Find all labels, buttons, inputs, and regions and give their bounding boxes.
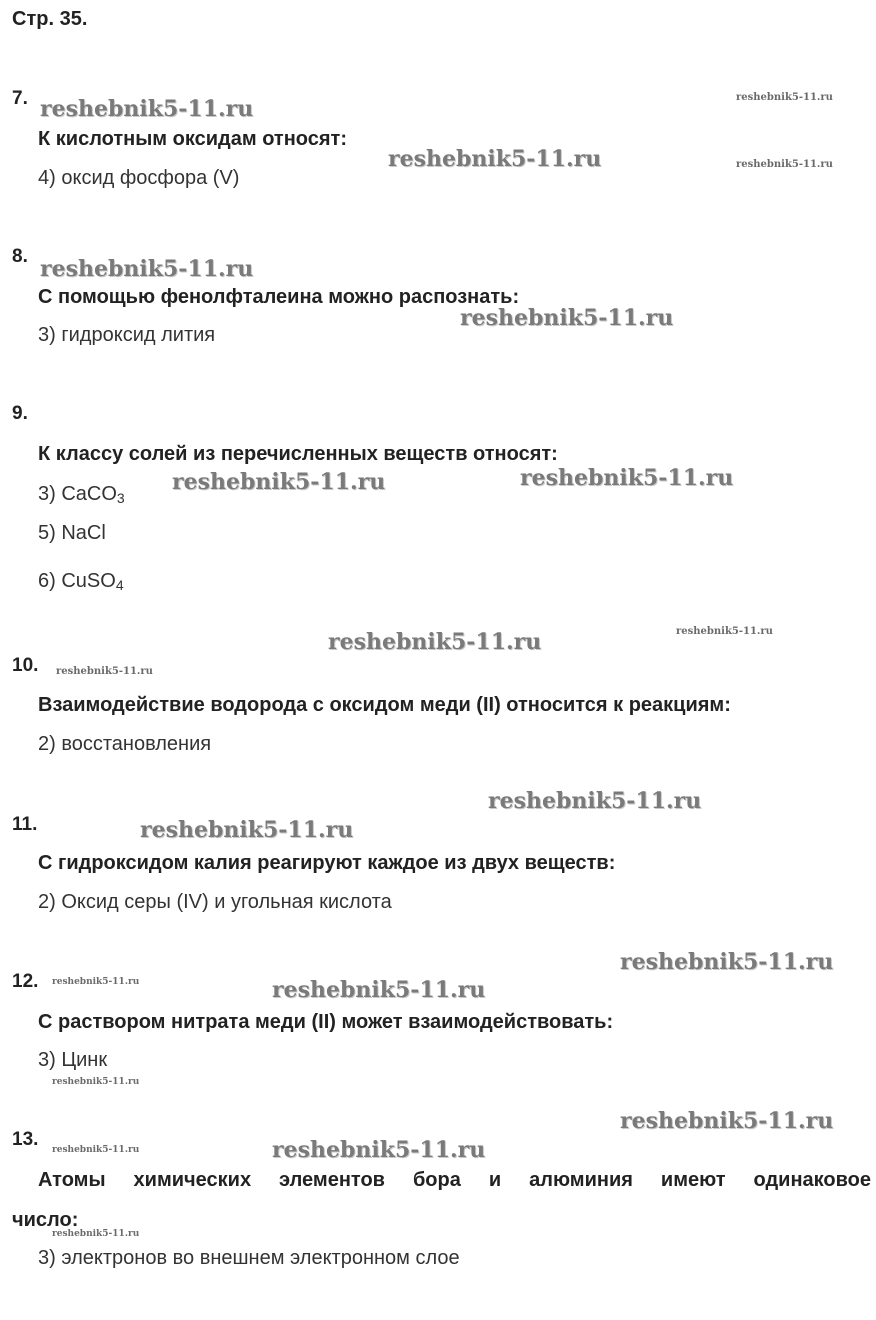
page-title: Стр. 35. bbox=[12, 8, 88, 30]
watermark: reshebnik5-11.ru bbox=[52, 1145, 140, 1155]
question-number: 11. bbox=[12, 814, 38, 835]
answer-item: 3) Цинк bbox=[38, 1049, 108, 1071]
watermark: reshebnik5-11.ru bbox=[676, 626, 773, 637]
answer-item: 5) NaCl bbox=[38, 522, 106, 544]
watermark: reshebnik5-11.ru bbox=[40, 256, 254, 282]
question-text bbox=[12, 1160, 871, 1240]
question-text-line-2: число: bbox=[12, 1209, 79, 1231]
watermark: reshebnik5-11.ru bbox=[328, 629, 542, 655]
watermark: reshebnik5-11.ru bbox=[272, 977, 486, 1003]
question-text: С гидроксидом калия реагируют каждое из двух веществ: bbox=[38, 852, 616, 874]
answer-item: 4) оксид фосфора (V) bbox=[38, 167, 240, 189]
question-number: 12. bbox=[12, 971, 39, 992]
question-text: К кислотным оксидам относят: bbox=[38, 128, 348, 150]
watermark: reshebnik5-11.ru bbox=[388, 146, 602, 172]
answer-item: 3) гидроксид лития bbox=[38, 324, 216, 346]
question-text-line-1: Атомы химических элементов бора и алюминия имеют одинаковое bbox=[38, 1169, 871, 1191]
answer-item: 3) электронов во внешнем электронном слое bbox=[38, 1247, 460, 1269]
question-text: К классу солей из перечисленных веществ относят: bbox=[38, 443, 558, 465]
watermark: reshebnik5-11.ru bbox=[52, 1229, 140, 1239]
question-number: 7. bbox=[12, 88, 28, 109]
watermark: reshebnik5-11.ru bbox=[52, 977, 140, 987]
watermark: reshebnik5-11.ru bbox=[272, 1137, 486, 1163]
watermark: reshebnik5-11.ru bbox=[520, 465, 734, 491]
answer-item: 2) восстановления bbox=[38, 733, 212, 755]
watermark: reshebnik5-11.ru bbox=[52, 1077, 140, 1087]
watermark: reshebnik5-11.ru bbox=[736, 92, 833, 103]
question-text: Взаимодействие водорода с оксидом меди (II) относится к реакциям: bbox=[38, 694, 731, 716]
question-number: 9. bbox=[12, 403, 28, 424]
question-number: 13. bbox=[12, 1129, 39, 1150]
answer-item: 6) CuSO$_4$ bbox=[38, 570, 124, 593]
question-text: С раствором нитрата меди (II) может взаимодействовать: bbox=[38, 1011, 614, 1033]
watermark: reshebnik5-11.ru bbox=[172, 469, 386, 495]
question-number: 8. bbox=[12, 246, 28, 267]
watermark: reshebnik5-11.ru bbox=[140, 817, 354, 843]
watermark: reshebnik5-11.ru bbox=[460, 305, 674, 331]
answer-item: 2) Оксид серы (IV) и угольная кислота bbox=[38, 891, 392, 913]
watermark: reshebnik5-11.ru bbox=[56, 666, 153, 677]
watermark: reshebnik5-11.ru bbox=[40, 96, 254, 122]
answer-item: 3) CaCO$_3$ bbox=[38, 483, 125, 506]
question-text: С помощью фенолфталеина можно распознать: bbox=[38, 286, 520, 308]
watermark: reshebnik5-11.ru bbox=[620, 949, 834, 975]
watermark: reshebnik5-11.ru bbox=[620, 1108, 834, 1134]
question-number: 10. bbox=[12, 655, 39, 676]
watermark: reshebnik5-11.ru bbox=[736, 159, 833, 170]
watermark: reshebnik5-11.ru bbox=[488, 788, 702, 814]
